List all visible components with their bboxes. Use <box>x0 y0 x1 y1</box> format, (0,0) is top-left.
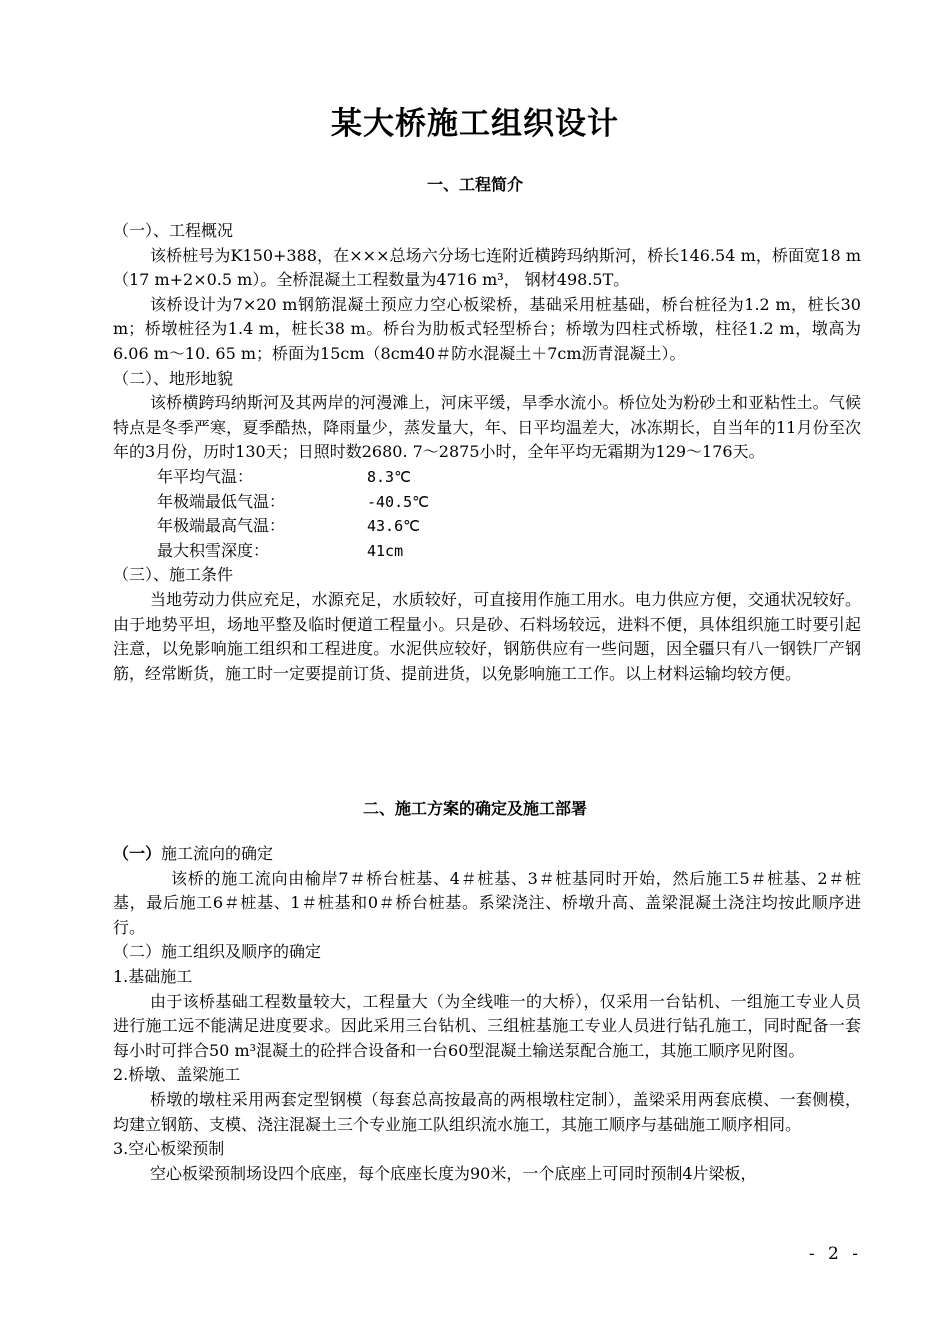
climate-label: 年平均气温： <box>157 466 254 486</box>
climate-label: 年极端最低气温： <box>157 491 286 511</box>
paragraph-conditions: 当地劳动力供应充足，水源充足，水质较好，可直接用作施工用水。电力供应方便，交通状况较好。由于地势平坦，场地平整及临时便道工程量小。只是砂、石料场较远，进料不便，具体组织施工时要引起注意，以免影响施工组织和工程进度。水泥供应较好，钢筋供应有一些问题，因全疆只有八一钢铁厂产钢筋，经常断货，施工时一定要提前订货、提前进货，以免影响施工工作。以上材料运输均较方便。 <box>113 589 861 683</box>
paragraph-foundation: 由于该桥基础工程数量较大，工程量大（为全线唯一的大桥），仅采用一台钻机、一组施工专业人员进行施工远不能满足进度要求。因此采用三台钻机、三组桩基施工专业人员进行钻孔施工，同时配备一套每小时可拌合50 m³混凝土的砼拌合设备和一台60型混凝土输送泵配合施工，其施工顺序见附图。 <box>113 991 861 1060</box>
section-heading-1: 一、工程简介 <box>426 175 523 194</box>
section-heading-2: 二、施工方案的确定及施工部署 <box>362 799 587 818</box>
climate-value: -40.5℃ <box>367 492 429 511</box>
item-heading-precast: 3.空心板梁预制 <box>113 1139 225 1159</box>
climate-label: 最大积雪深度： <box>157 540 270 560</box>
paragraph-terrain: 该桥横跨玛纳斯河及其两岸的河漫滩上，河床平缓，旱季水流小。桥位处为粉砂土和亚粘性土。气候特点是冬季严寒，夏季酷热，降雨量少，蒸发量大，年、日平均温差大，冰冻期长，自当年的11月份至次年的3月份，历时130天；日照时数2680. 7～2875小时，全年平均无霜期为129～176天。 <box>113 393 861 462</box>
climate-label: 年极端最高气温： <box>157 516 286 536</box>
subheading-text: 施工流向的确定 <box>161 844 274 863</box>
item-heading-foundation: 1.基础施工 <box>113 966 193 986</box>
section-1-body <box>113 219 861 686</box>
subheading-overview: （一）、工程概况 <box>113 221 234 240</box>
subheading-flow <box>113 842 861 867</box>
document-title: 某大桥施工组织设计 <box>331 106 619 142</box>
climate-row <box>113 514 861 539</box>
subheading-terrain: （二）、地形地貌 <box>113 368 234 388</box>
paragraph-overview-2: 该桥设计为7×20 m钢筋混凝土预应力空心板梁桥，基础采用桩基础，桥台桩径为1.2 m，桩长30 m；桥墩桩径为1.4 m，桩长38 m。桥台为肋板式轻型桥台；桥墩为四柱式桥墩，柱径1.2 m，墩高为6.06 m～10. 65 m；桥面为15cm（8cm40＃防水混凝土＋7cm沥青混凝土）。 <box>113 294 861 363</box>
paragraph-precast: 空心板梁预制场设四个底座，每个底座长度为90米，一个底座上可同时预制4片梁板， <box>150 1163 757 1183</box>
subheading-number: （一） <box>113 844 162 863</box>
paragraph-overview-1: 该桥桩号为K150+388，在×××总场六分场七连附近横跨玛纳斯河，桥长146.54 m，桥面宽18 m（17 m+2×0.5 m）。全桥混凝土工程数量为4716 m³， 钢材498.5T。 <box>113 245 861 290</box>
climate-row <box>113 539 861 564</box>
section-2-body <box>113 842 861 1186</box>
paragraph-piers: 桥墩的墩柱采用两套定型钢模（每套总高按最高的两根墩柱定制），盖梁采用两套底模、一套侧模，均建立钢筋、支模、浇注混凝土三个专业施工队组织流水施工，其施工顺序与基础施工顺序相同。 <box>113 1089 861 1134</box>
subheading-conditions: （三）、施工条件 <box>113 565 234 585</box>
climate-value: 43.6℃ <box>367 517 420 536</box>
page-number: - 2 - <box>808 1244 862 1264</box>
climate-value: 41cm <box>367 541 404 560</box>
item-heading-piers: 2.桥墩、盖梁施工 <box>113 1065 241 1085</box>
climate-value: 8.3℃ <box>367 467 411 486</box>
climate-row <box>113 490 861 515</box>
climate-row <box>113 465 861 490</box>
subheading-organization: （二）施工组织及顺序的确定 <box>113 942 322 962</box>
paragraph-flow: 该桥的施工流向由榆岸7＃桥台桩基、4＃桩基、3＃桩基同时开始，然后施工5＃桩基、2＃桩基，最后施工6＃桩基、1＃桩基和0＃桥台桩基。系梁浇注、桥墩升高、盖梁混凝土浇注均按此顺序进行。 <box>113 868 861 937</box>
